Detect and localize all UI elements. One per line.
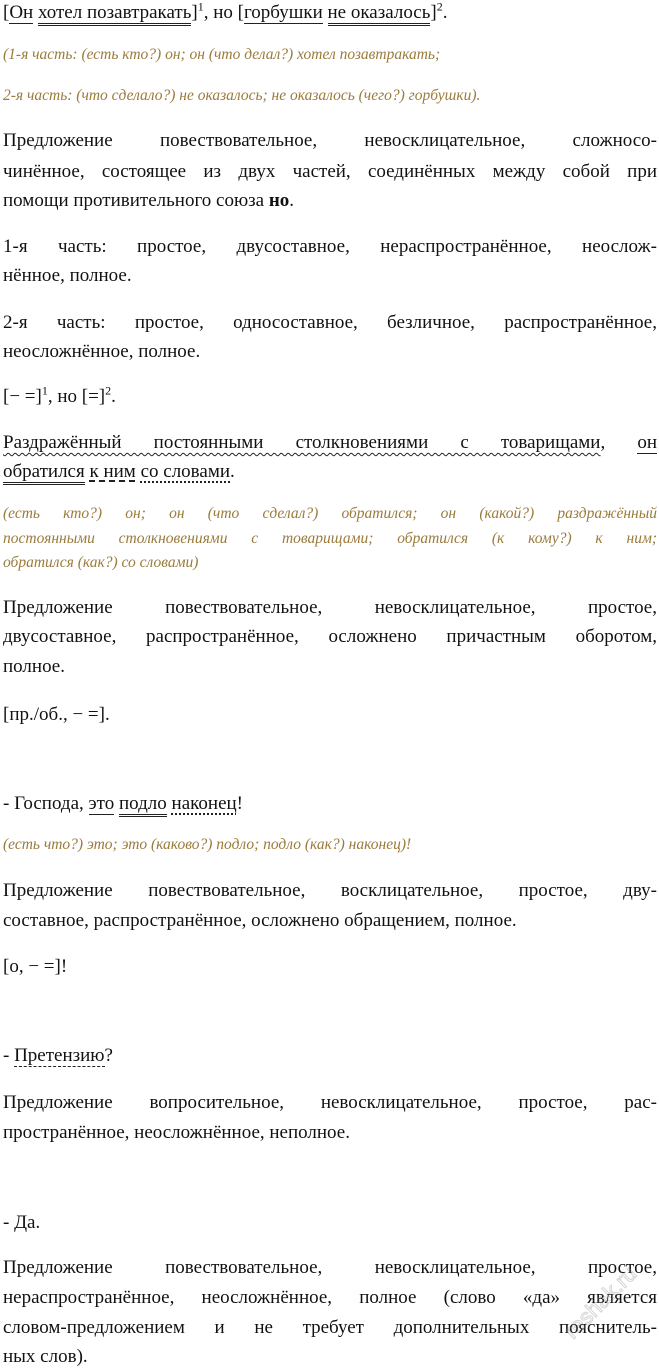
- subject-word: он: [637, 432, 657, 453]
- sentence-4: [3, 1043, 657, 1068]
- part-2-description: 2-я часть: простое, односоставное, безличное, распространённое,: [3, 312, 657, 333]
- punctuation: .: [111, 386, 116, 407]
- watermark-logo: [547, 1249, 657, 1359]
- subject-word: Он: [9, 2, 34, 23]
- predicate-word: хотел позавтракать: [38, 2, 191, 26]
- sentence-scheme: [3, 384, 657, 409]
- object-word: к ним: [89, 461, 136, 482]
- analysis-note: (есть что?) это; это (каково?) подло; подло (как?) наконец)!: [3, 836, 412, 853]
- sentence-5: - Да.: [3, 1212, 41, 1233]
- description-line: полное.: [3, 656, 65, 677]
- description-line: ных слов).: [3, 1346, 88, 1367]
- description-line: Предложение повествовательное, невосклицательное, сложносо-: [3, 130, 657, 151]
- description-line: двусоставное, распространённое, осложнено причастным оборотом,: [3, 626, 657, 647]
- address-word: - Господа,: [3, 793, 89, 814]
- description-line: нераспространённое, неосложнённое, полное (слово «да» является: [3, 1287, 657, 1308]
- analysis-note: обратился (как?) со словами): [3, 554, 199, 571]
- description-line: пространённое, неосложнённое, неполное.: [3, 1122, 350, 1143]
- description-line: [3, 188, 657, 213]
- description-line: чинённое, состоящее из двух частей, соединённых между собой при: [3, 161, 657, 182]
- scheme-part: , но [=]: [47, 386, 106, 407]
- scheme-part: [− =]: [3, 386, 42, 407]
- adverbial-word: наконец: [171, 793, 237, 814]
- part-number: 2: [105, 383, 112, 398]
- punctuation: .: [289, 190, 295, 211]
- analysis-note: (1-я часть: (есть кто?) он; он (что делал?) хотел позавтракать;: [3, 46, 441, 63]
- object-word: Претензию: [14, 1045, 105, 1066]
- punctuation: .: [442, 2, 448, 23]
- sentence-scheme: [о, − =]!: [3, 956, 68, 977]
- description-line: Предложение повествовательное, невосклицательное, простое,: [3, 1257, 657, 1278]
- punctuation: !: [236, 793, 243, 814]
- description-line: Предложение повествовательное, невосклицательное, простое,: [3, 597, 657, 618]
- description-text: помощи противительного союза: [3, 190, 269, 211]
- subject-word: это: [88, 793, 115, 814]
- analysis-note: 2-я часть: (что сделало?) не оказалось; не оказалось (чего?) горбушки).: [3, 87, 481, 104]
- bracket: ]: [191, 2, 198, 23]
- sentence-2: [3, 430, 657, 455]
- sentence-2-cont: [3, 459, 657, 484]
- description-line: Предложение повествовательное, восклицательное, простое, дву-: [3, 880, 657, 901]
- predicate-word: не оказалось: [328, 2, 431, 26]
- description-line: Предложение вопросительное, невосклицательное, простое, рас-: [3, 1092, 657, 1113]
- predicate-word: подло: [119, 793, 167, 817]
- sentence-3: [3, 791, 657, 816]
- punctuation: .: [230, 461, 235, 482]
- punctuation: ?: [104, 1045, 113, 1066]
- sentence-1: [3, 0, 657, 25]
- sentence-scheme: [пр./об., − =].: [3, 704, 110, 725]
- dash: -: [3, 1045, 15, 1066]
- part-1-description: нённое, полное.: [3, 265, 132, 286]
- punctuation: ,: [600, 432, 606, 453]
- conjunction: , но [: [203, 2, 244, 23]
- part-number: 2: [436, 0, 443, 14]
- part-number: 1: [41, 383, 48, 398]
- part-2-description: неосложнённое, полное.: [3, 341, 201, 362]
- analysis-note: постоянными столкновениями с товарищами; обратился (к кому?) к ним;: [3, 530, 657, 547]
- adverbial-word: со словами: [140, 461, 231, 482]
- watermark-text: reshak.ru: [558, 1260, 642, 1344]
- part-1-description: 1-я часть: простое, двусоставное, нераспространённое, неослож-: [3, 236, 657, 257]
- description-line: составное, распространённое, осложнено обращением, полное.: [3, 910, 517, 931]
- predicate-word: обратился: [3, 461, 85, 485]
- analysis-note: (есть кто?) он; он (что сделал?) обратился; он (какой?) раздражённый: [3, 505, 657, 522]
- bold-conjunction: но: [268, 190, 290, 211]
- description-line: словом-предложением и не требует дополнительных пояснитель-: [3, 1317, 657, 1338]
- participial-phrase: Раздражённый постоянными столкновениями с товарищами: [3, 432, 601, 453]
- part-number: 1: [197, 0, 204, 14]
- subject-word: горбушки: [243, 2, 323, 23]
- bracket: [: [3, 2, 10, 23]
- bracket: ]: [430, 2, 437, 23]
